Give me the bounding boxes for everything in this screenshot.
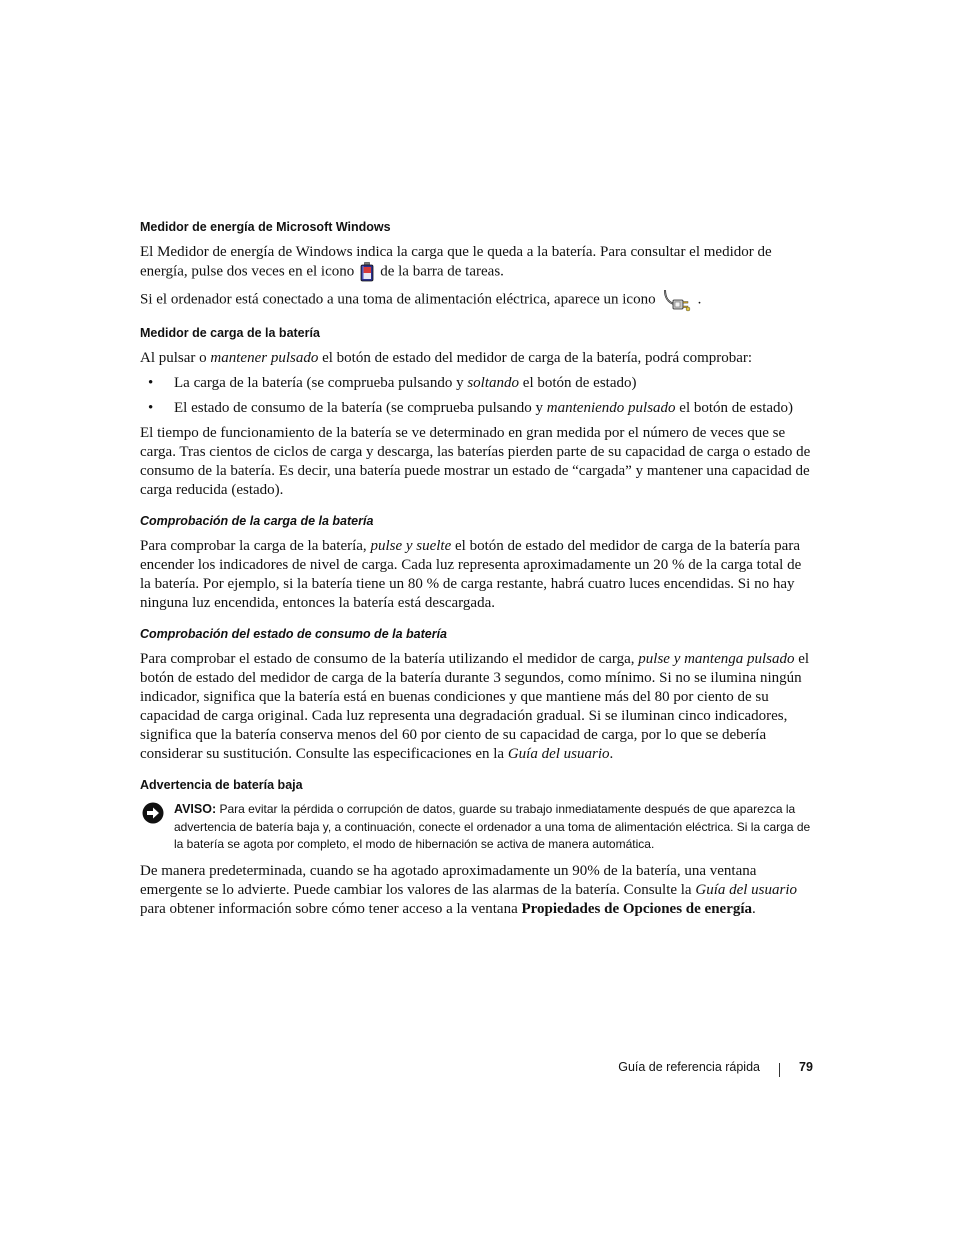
notice-text: Para evitar la pérdida o corrupción de datos, guarde su trabajo inmediatamente después de que aparezca la advertencia de batería baja y, a continuación, conecte el ordenador a una toma de alimentación eléctrica. Si la carga de la batería se agota por completo, el modo de hibernación se activa de manera automática. xyxy=(174,802,811,851)
section-low-battery-warning xyxy=(140,776,814,919)
paragraph: Si el ordenador está conectado a una toma de alimentación eléctrica, aparece un icono . xyxy=(140,288,814,312)
paragraph: Al pulsar o mantener pulsado el botón de estado del medidor de carga de la batería, podrá comprobar: xyxy=(140,350,753,366)
footer-divider xyxy=(779,1063,780,1077)
section-check-battery-health xyxy=(140,625,814,764)
section-heading: Advertencia de batería baja xyxy=(140,778,303,792)
section-battery-charge-gauge xyxy=(140,324,814,500)
section-heading: Medidor de energía de Microsoft Windows xyxy=(140,220,391,234)
list-item: • La carga de la batería (se comprueba pulsando y soltando el botón de estado) xyxy=(148,375,637,391)
power-options-window-name: Propiedades de Opciones de energía xyxy=(521,900,753,917)
bullet-icon: • xyxy=(148,400,154,416)
page-number: 79 xyxy=(799,1060,813,1074)
bullet-icon: • xyxy=(148,375,154,391)
paragraph: El tiempo de funcionamiento de la batería se ve determinado en gran medida por el número de veces que se carga. Tras cientos de ciclos de carga y descarga, las baterías pierden parte de su capacidad de carga o estado de consumo de la batería. Es decir, una batería puede mostrar un estado de “cargada” y mantener una capacidad de carga reducida (estado). xyxy=(140,425,811,498)
section-windows-power-meter xyxy=(140,218,814,312)
paragraph: El Medidor de energía de Windows indica la carga que le queda a la batería. Para consultar el medidor de energía, pulse dos veces en el icono de la barra de tareas. xyxy=(140,243,814,282)
paragraph: Para comprobar el estado de consumo de la batería utilizando el medidor de carga, pulse y mantenga pulsado el botón de estado del medidor de carga de la batería durante 3 segundos, como mínimo. Si no se ilumina ningún indicador, significa que la batería está en buenas condiciones y que mantiene más del 80 por ciento de su capacidad de carga original. Cada luz representa una degradación gradual. Si se iluminan cinco indicadores, significa que la batería conserva menos del 60 por ciento de su capacidad de carga, por lo que se debería considerar su sustitución. Consulte las especificaciones en la Guía del usuario. xyxy=(140,651,810,762)
page-content xyxy=(140,218,814,925)
notice-label: AVISO: xyxy=(174,802,217,816)
ac-power-plug-icon[interactable] xyxy=(662,288,692,312)
notice-arrow-icon xyxy=(142,802,164,830)
battery-meter-icon[interactable] xyxy=(360,262,374,282)
notice-box xyxy=(140,801,814,854)
footer-title: Guía de referencia rápida xyxy=(618,1060,760,1074)
list-item: • El estado de consumo de la batería (se comprueba pulsando y manteniendo pulsado el botón de estado) xyxy=(148,400,794,416)
bullet-list xyxy=(140,374,814,418)
subsection-heading: Comprobación del estado de consumo de la batería xyxy=(140,627,448,641)
paragraph: Para comprobar la carga de la batería, pulse y suelte el botón de estado del medidor de carga de la batería para encender los indicadores de nivel de carga. Cada luz representa aproximadamente un 20 % de la carga total de la batería. Por ejemplo, si la batería tiene un 80 % de carga restante, habrá cuatro luces encendidas. Si no hay ninguna luz encendida, entonces la batería está descargada. xyxy=(140,538,802,611)
section-check-battery-charge xyxy=(140,512,814,613)
paragraph: De manera predeterminada, cuando se ha agotado aproximadamente un 90% de la batería, una ventana emergente se lo advierte. Puede cambiar los valores de las alarmas de la batería. Consulte la Guía del usuario para obtener información sobre cómo tener acceso a la ventana Propiedades de Opciones de energía. xyxy=(140,862,798,917)
section-heading: Medidor de carga de la batería xyxy=(140,326,320,340)
subsection-heading: Comprobación de la carga de la batería xyxy=(140,514,374,528)
